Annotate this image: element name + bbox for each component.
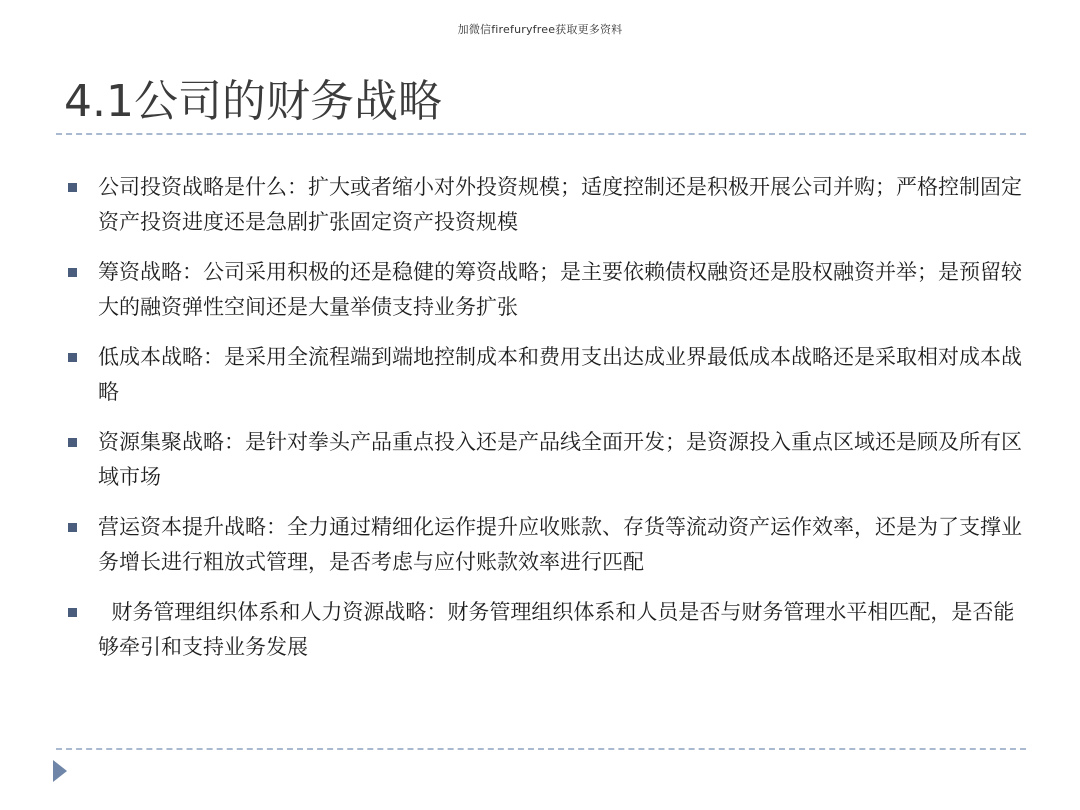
square-bullet-icon [68,608,77,617]
bullet-text: 筹资战略：公司采用积极的还是稳健的筹资战略；是主要依赖债权融资还是股权融资并举；是预留较大的融资弹性空间还是大量举债支持业务扩张 [98,260,1022,319]
bullet-item-investment [64,170,1024,240]
footer-divider [56,748,1026,750]
triangle-right-icon[interactable] [53,760,67,782]
bullet-text: 营运资本提升战略：全力通过精细化运作提升应收账款、存货等流动资产运作效率，还是为了支撑业务增长进行粗放式管理，是否考虑与应付账款效率进行匹配 [98,515,1022,574]
bullet-text: 资源集聚战略：是针对拳头产品重点投入还是产品线全面开发；是资源投入重点区域还是顾及所有区域市场 [98,430,1022,489]
bullet-text: 低成本战略：是采用全流程端到端地控制成本和费用支出达成业界最低成本战略还是采取相对成本战略 [98,345,1022,404]
bullet-item-resource-focus [64,425,1024,495]
watermark-text: 加微信firefuryfree获取更多资料 [457,23,623,36]
bullet-list [64,170,1024,680]
bullet-item-low-cost [64,340,1024,410]
title-divider [56,133,1026,135]
square-bullet-icon [68,353,77,362]
slide-title: 4.1公司的财务战略 [64,76,442,127]
square-bullet-icon [68,183,77,192]
bullet-item-financing [64,255,1024,325]
square-bullet-icon [68,523,77,532]
bullet-text: 财务管理组织体系和人力资源战略：财务管理组织体系和人员是否与财务管理水平相匹配，是否能够牵引和支持业务发展 [98,600,1015,659]
bullet-item-organization-hr [64,595,1024,665]
bullet-text: 公司投资战略是什么：扩大或者缩小对外投资规模；适度控制还是积极开展公司并购；严格控制固定资产投资进度还是急剧扩张固定资产投资规模 [98,175,1022,234]
bullet-item-working-capital [64,510,1024,580]
square-bullet-icon [68,438,77,447]
square-bullet-icon [68,268,77,277]
